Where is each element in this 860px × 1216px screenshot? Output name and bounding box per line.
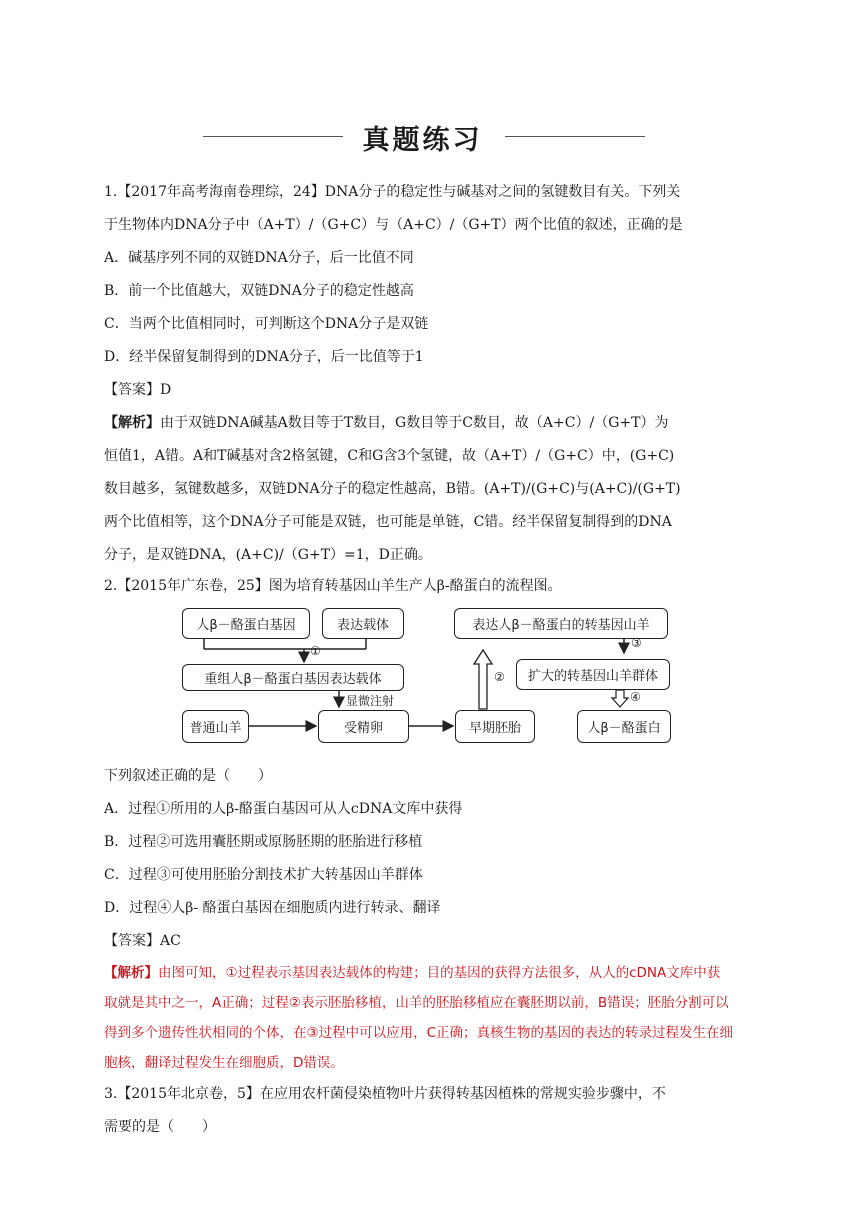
q1-analysis-line-2: 恒值1，A错。A和T碱基对含2格氢键，C和G含3个氢键，故（A+T）/（G+C）中，(G+C): [104, 448, 675, 464]
box-ordinary-goat: 普通山羊: [182, 710, 249, 743]
heading-title: 真题练习: [362, 125, 483, 156]
q1-answer: 【答案】D: [104, 382, 172, 398]
flow-diagram: [104, 606, 744, 756]
box-transgenic-goat: 表达人β－酪蛋白的转基因山羊: [454, 608, 668, 639]
box-recombinant-vector: 重组人β－酪蛋白基因表达载体: [182, 664, 404, 691]
q2-option-b: B．过程②可选用囊胚期或原肠胚期的胚胎进行移植: [104, 834, 423, 850]
q1-stem-line-2: 于生物体内DNA分子中（A+T）/（G+C）与（A+C）/（G+T）两个比值的叙述，正确的是: [104, 217, 683, 233]
q1-analysis-line-4: 两个比值相等，这个DNA分子可能是双链，也可能是单链，C错。经半保留复制得到的DNA: [104, 514, 672, 530]
question-2: [104, 572, 744, 1078]
heading-rule-left: [203, 136, 343, 137]
box-casein: 人β－酪蛋白: [577, 710, 671, 743]
question-1: [104, 176, 744, 572]
content: [104, 176, 744, 1144]
label-step-4: ④: [630, 690, 641, 704]
q2-option-d: D．过程④人β- 酪蛋白基因在细胞质内进行转录、翻译: [104, 900, 441, 916]
q2-analysis-text-1: 由图可知，①过程表示基因表达载体的构建；目的基因的获得方法很多，从人的cDNA文库中获: [158, 965, 721, 981]
box-fertilized-egg: 受精卵: [318, 710, 409, 743]
q1-analysis-line-5: 分子，是双链DNA，(A+C)/（G+T）=1，D正确。: [104, 547, 432, 563]
q1-option-c: C．当两个比值相同时，可判断这个DNA分子是双链: [104, 316, 429, 332]
q1-option-d: D．经半保留复制得到的DNA分子，后一比值等于1: [104, 349, 424, 365]
box-transgenic-group: 扩大的转基因山羊群体: [516, 659, 670, 690]
q2-analysis-line-3: 得到多个遗传性状相同的个体，在③过程中可以应用，C正确；真核生物的基因的表达的转录过程发生在细: [104, 1025, 734, 1041]
arrow-2: [474, 650, 492, 709]
q2-analysis-line-4: 胞核，翻译过程发生在细胞质，D错误。: [104, 1055, 344, 1071]
arrow-4: [612, 690, 628, 707]
label-step-3: ③: [631, 636, 642, 650]
q3-stem-line-1: 3.【2015年北京卷，5】在应用农杆菌侵染植物叶片获得转基因植株的常规实验步骤中，不: [104, 1086, 666, 1102]
box-vector: 表达载体: [322, 608, 404, 639]
q1-option-a: A．碱基序列不同的双链DNA分子，后一比值不同: [104, 250, 414, 266]
label-step-2: ②: [494, 670, 505, 684]
q1-stem-line-1: 1.【2017年高考海南卷理综，24】DNA分子的稳定性与碱基对之间的氢键数目有关。下列关: [104, 184, 681, 200]
q2-analysis-label: 【解析】: [104, 965, 158, 981]
box-early-embryo: 早期胚胎: [455, 710, 535, 743]
question-3: [104, 1078, 744, 1144]
q1-analysis-label: 【解析】: [104, 415, 160, 431]
section-heading: [0, 118, 860, 158]
q1-analysis-line-1: [104, 407, 744, 440]
q1-analysis-line-3: 数目越多，氢键数越多，双链DNA分子的稳定性越高，B错。(A+T)/(G+C)与(A+C)/(G+T): [104, 481, 681, 497]
q2-answer: 【答案】AC: [104, 933, 181, 949]
q2-analysis-line-2: 取就是其中之一，A正确；过程②表示胚胎移植，山羊的胚胎移植应在囊胚期以前，B错误；胚胎分割可以: [104, 995, 729, 1011]
heading-rule-right: [505, 136, 645, 137]
q2-option-c: C．过程③可使用胚胎分割技术扩大转基因山羊群体: [104, 867, 423, 883]
box-gene: 人β－酪蛋白基因: [182, 608, 310, 639]
q1-option-b: B．前一个比值越大，双链DNA分子的稳定性越高: [104, 283, 414, 299]
q2-prompt: 下列叙述正确的是（ ）: [104, 768, 272, 784]
q1-analysis-text-1: 由于双链DNA碱基A数目等于T数目，G数目等于C数目，故（A+C）/（G+T）为: [160, 415, 669, 431]
q2-option-a: A．过程①所用的人β-酪蛋白基因可从人cDNA文库中获得: [104, 801, 463, 817]
q2-analysis: [104, 958, 744, 1078]
label-microinjection: 显微注射: [346, 694, 395, 708]
q3-stem-line-2: 需要的是（ ）: [104, 1119, 216, 1135]
q2-analysis-line-1: [104, 958, 744, 988]
label-step-1: ①: [310, 644, 321, 658]
q2-stem: 2.【2015年广东卷，25】图为培育转基因山羊生产人β-酪蛋白的流程图。: [104, 578, 562, 594]
